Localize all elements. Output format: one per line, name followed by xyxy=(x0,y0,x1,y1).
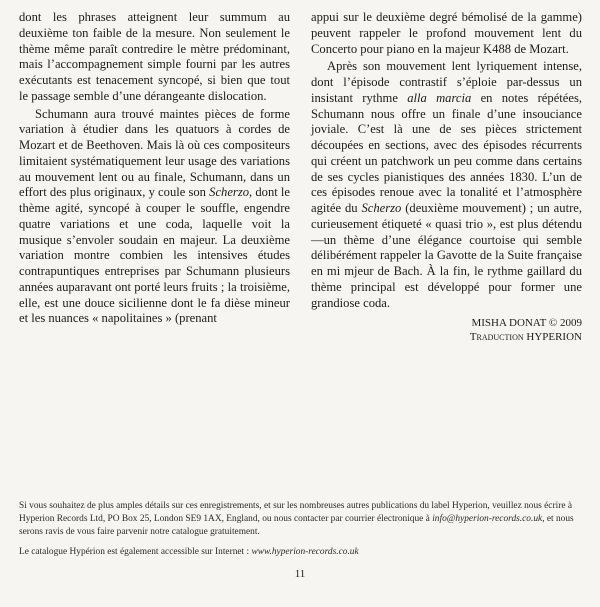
right-paragraph-2-text-b: en notes répétées, Schumann nous offre un finale d’une insouciance joviale. C’est là une de ses pièces strictement découpées en sections, avec des épisodes récurrents qui créent un patchwork un peu comme dans certains de ses cycles pianistiques des années 1830. L’un de ces épisodes renoue avec la tonalité et l’atmosphère agitée du xyxy=(311,90,583,215)
right-paragraph-2 xyxy=(311,59,582,311)
contact-email: info@hyperion-records.co.uk xyxy=(432,514,543,524)
scherzo-title-left: Scherzo xyxy=(209,185,250,200)
left-paragraph-2 xyxy=(19,107,290,328)
scherzo-title-right: Scherzo xyxy=(361,201,402,215)
contact-text-a: Si vous souhaitez de plus amples détails sur ces enregistrements, et sur les nombreuses autres publications du label Hyperion, veuillez nous écrire à Hyperion Records Ltd, PO Box 25, London SE9 1AX, England, ou nous contacter par courrier électronique à xyxy=(19,501,572,524)
contact-footer xyxy=(19,500,581,539)
right-column xyxy=(311,10,582,344)
contact-text-b: , et nous serons ravis de vous faire parvenir notre catalogue gratuitement. xyxy=(19,514,574,537)
left-paragraph-2-text-a: Schumann aura trouvé maintes pièces de forme variation à étudier dans les quatuors à cordes de Mozart et de Beethoven. Mais là où ces compositeurs limitaient systématiquement leur usage des variations au mouvement lent ou au finale, Schumann, dans un effort des plus originaux, y coule son xyxy=(19,106,290,200)
page-number: 11 xyxy=(294,568,306,580)
catalogue-website: www.hyperion-records.co.uk xyxy=(251,547,359,557)
alla-marcia-term: alla marcia xyxy=(407,90,472,105)
left-paragraph-2-text-b: , dont le thème agité, syncopé à couper le souffle, engendre quatre variations et une coda, laquelle voit la musique s’envoler soudain en majeur. La deuxième variation montre combien les intensives études contrapuntiques entreprises par Schumann plusieurs années auparavant ont porté leurs fruits ; la troisième, elle, est une douce sicilienne dont le fa dièse mineur et les nuances « napolitaines » (prenant xyxy=(19,185,290,326)
catalogue-text: Le catalogue Hypérion est également accessible sur Internet : xyxy=(19,547,252,557)
left-column xyxy=(19,10,290,327)
right-paragraph-1: appui sur le deuxième degré bémolisé de la gamme) peuvent rappeler le profond mouvement lent du Concerto pour piano en la majeur K488 de Mozart. xyxy=(311,10,582,56)
right-paragraph-2-text-a: Après son mouvement lent lyriquement intense, dont l’épisode contrastif s’éploie par-dessus un insistant rythme xyxy=(311,59,582,105)
author-credit: MISHA DONAT © 2009 xyxy=(471,317,582,330)
author-signature-block xyxy=(311,316,582,344)
catalogue-footer xyxy=(19,546,581,559)
translation-credit: Traduction HYPERION xyxy=(469,331,582,344)
left-paragraph-1: dont les phrases atteignent leur summum au deuxième ton faible de la mesure. Non seulement le thème même paraît contredire le mètre prédominant, mais l’accompagnement simple fourni par les autres exécutants est tenacement syncopé, si bien que tout le passage semble d’une dérangeante dislocation. xyxy=(19,10,290,103)
right-paragraph-2-text-c: (deuxième mouvement) ; un autre, curieusement étiqueté « quasi trio », est plus détendu—un thème d’une élégance courtoise qui semble délibérément rappeler la Gavotte de la Suite française en mi mjeur de Bach. À la fin, le rythme gaillard du thème principal est développé pour former une grandiose coda. xyxy=(311,201,582,310)
